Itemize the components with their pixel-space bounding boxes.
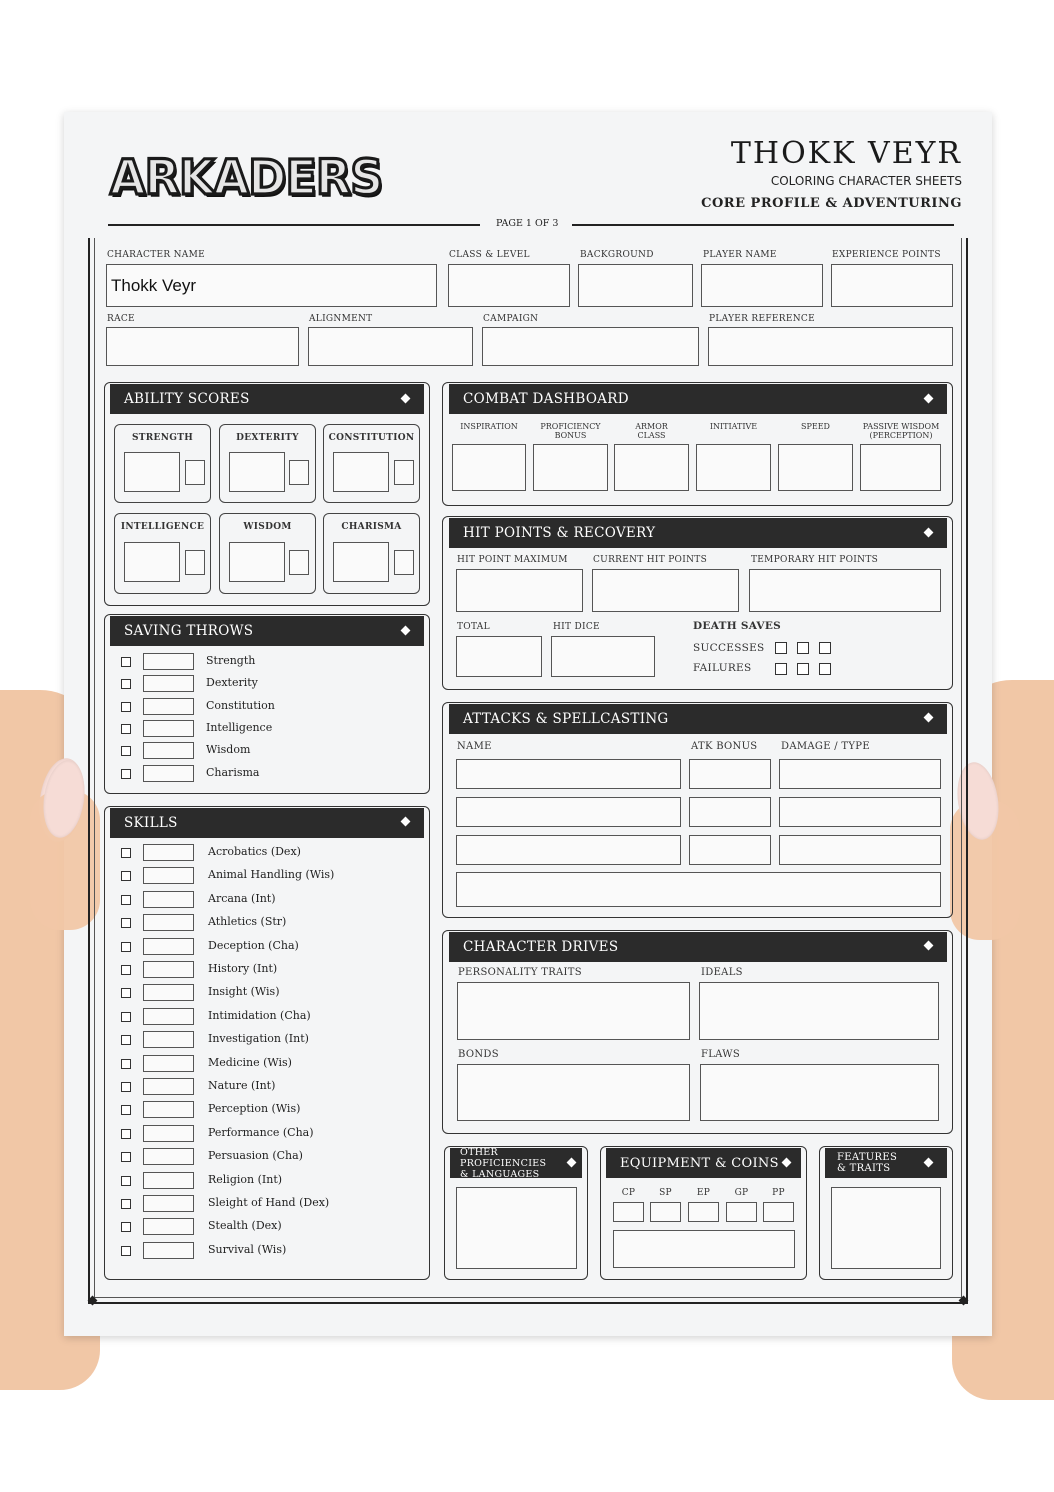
campaign-field[interactable] [482,327,699,366]
passive-wisdom-label [856,422,946,440]
personality-field[interactable] [457,982,690,1040]
ability-scores-header [110,384,424,414]
ability-label-intelligence: INTELLIGENCE [120,522,205,532]
character-name-label: CHARACTER NAME [107,250,205,260]
attack-1-bonus[interactable] [689,759,771,789]
equipment-field[interactable] [613,1230,795,1268]
header-rule-right [572,224,954,226]
skill-label: Investigation (Int) [208,1032,309,1046]
combat-title: COMBAT DASHBOARD [463,391,629,407]
attack-damage-label: DAMAGE / TYPE [781,741,870,752]
saving-throw-value[interactable] [143,698,194,715]
passive-wisdom-field[interactable] [860,444,941,491]
inspiration-label: INSPIRATION [460,422,518,431]
equipment-header [606,1148,801,1178]
arkaders-logo: ARKADERS [110,148,383,206]
player-name-field[interactable] [701,264,823,307]
class-level-field[interactable] [448,264,570,307]
skill-label: Perception (Wis) [208,1102,301,1116]
ability-label-dexterity: DEXTERITY [236,433,299,443]
skill-value[interactable] [143,1101,194,1118]
skill-label: History (Int) [208,962,278,975]
skill-label: Sleight of Hand (Dex) [208,1196,330,1209]
attack-1-damage[interactable] [779,759,941,789]
armor-label [614,422,689,440]
hit-dice-field[interactable] [551,636,655,677]
saving-throw-label: Intelligence [206,720,273,734]
skill-prof-check[interactable] [121,1105,131,1115]
saving-throw-label: Wisdom [206,743,251,757]
attack-name-label: NAME [457,741,492,752]
skill-label: Nature (Int) [208,1079,276,1092]
skills-title: SKILLS [124,815,178,831]
passive-label-2: (PERCEPTION) [869,431,933,440]
saving-throw-value[interactable] [143,765,194,782]
initiative-field[interactable] [696,444,771,491]
ability-scores-title: ABILITY SCORES [124,391,250,407]
attack-3-bonus[interactable] [689,835,771,865]
skill-label: Survival (Wis) [208,1242,287,1256]
equipment-title: EQUIPMENT & COINS [620,1155,779,1171]
skill-label: Arcana (Int) [208,891,276,905]
skill-label: Intimidation (Cha) [208,1008,311,1022]
skill-prof-check[interactable] [121,1176,131,1186]
skill-value[interactable] [143,1148,194,1165]
other-proficiencies-header [450,1148,582,1178]
attack-3-damage[interactable] [779,835,941,865]
dexterity-score[interactable] [229,452,285,492]
skill-prof-check[interactable] [121,1246,131,1256]
ideals-field[interactable] [699,982,939,1040]
alignment-field[interactable] [308,327,473,366]
failure-check-1[interactable] [775,663,787,675]
drives-title: CHARACTER DRIVES [463,939,619,955]
skill-prof-check[interactable] [121,1035,131,1045]
success-check-3[interactable] [819,642,831,654]
header-rule-left [108,224,480,226]
coin-field-gp[interactable] [726,1202,757,1222]
skill-value[interactable] [143,984,194,1001]
attacks-header [449,704,947,734]
saving-throw-label: Strength [206,654,256,667]
skill-label: Persuasion (Cha) [208,1149,303,1163]
saving-throw-value[interactable] [143,720,194,737]
wisdom-mod[interactable] [289,550,309,575]
skill-value[interactable] [143,844,194,861]
skill-prof-check[interactable] [121,965,131,975]
saving-throws-header [110,616,424,646]
saving-throw-value[interactable] [143,653,194,670]
proficiency-field[interactable] [533,444,608,491]
saving-throws-title: SAVING THROWS [124,623,254,639]
speed-label: SPEED [801,422,830,431]
attack-2-damage[interactable] [779,797,941,827]
page-number: PAGE 1 OF 3 [496,218,559,229]
section-title: CORE PROFILE & ADVENTURING [701,196,962,211]
flaws-label: FLAWS [701,1049,741,1060]
saving-throw-prof-check[interactable] [121,657,131,667]
player-reference-field[interactable] [708,327,953,366]
race-field[interactable] [106,327,299,366]
features-title-2: & TRAITS [837,1163,891,1174]
dexterity-mod[interactable] [289,460,309,485]
saving-throw-prof-check[interactable] [121,746,131,756]
coin-field-ep[interactable] [688,1202,719,1222]
background-label: BACKGROUND [580,250,654,260]
hp-header [449,518,947,548]
skill-prof-check[interactable] [121,1152,131,1162]
failures-label: FAILURES [693,662,752,674]
proficiency-label-2: BONUS [554,431,587,440]
other-proficiencies-title [460,1147,582,1180]
armor-label-2: CLASS [637,431,666,440]
inspiration-field[interactable] [452,444,526,491]
coin-field-cp[interactable] [613,1202,644,1222]
strength-score[interactable] [124,452,180,492]
saving-throw-label: Constitution [206,698,275,712]
features-title [837,1152,897,1174]
skill-prof-check[interactable] [121,1129,131,1139]
skill-prof-check[interactable] [121,1222,131,1232]
skill-value[interactable] [143,1218,194,1235]
proficiency-label [533,422,608,440]
failure-check-2[interactable] [797,663,809,675]
saving-throw-value[interactable] [143,742,194,759]
saving-throw-prof-check[interactable] [121,679,131,689]
hp-max-field[interactable] [456,569,583,612]
skills-header [110,808,424,838]
failure-check-3[interactable] [819,663,831,675]
charisma-mod[interactable] [394,550,414,575]
skill-prof-check[interactable] [121,1199,131,1209]
coin-label-gp: GP [734,1188,749,1198]
skill-value[interactable] [143,914,194,931]
skill-value[interactable] [143,1008,194,1025]
attack-2-name[interactable] [456,797,681,827]
proficiency-label-1: PROFICIENCY [540,422,601,431]
hp-max-label: HIT POINT MAXIMUM [457,555,568,565]
drives-header [449,932,947,962]
skill-value[interactable] [143,938,194,955]
other-title-2: & LANGUAGES [460,1168,540,1180]
skill-label: Medicine (Wis) [208,1055,292,1069]
personality-label: PERSONALITY TRAITS [458,967,582,978]
skill-value[interactable] [143,867,194,884]
saving-throw-value[interactable] [143,675,194,692]
character-title: THOKK VEYR [730,136,962,171]
ability-label-wisdom: WISDOM [243,522,292,532]
xp-label: EXPERIENCE POINTS [832,250,941,260]
saving-throw-label: Charisma [206,765,260,779]
coin-field-sp[interactable] [650,1202,681,1222]
strength-mod[interactable] [185,460,205,485]
ability-label-constitution: CONSTITUTION [328,433,415,443]
skill-label: Religion (Int) [208,1172,283,1186]
skill-value[interactable] [143,1055,194,1072]
race-label: RACE [107,314,135,324]
wisdom-score[interactable] [229,542,285,582]
class-level-label: CLASS & LEVEL [449,250,530,260]
combat-header [449,384,947,414]
hp-current-field[interactable] [592,569,739,612]
skill-label: Deception (Cha) [208,938,299,952]
skill-prof-check[interactable] [121,848,131,858]
hp-current-label: CURRENT HIT POINTS [593,555,708,565]
skill-value[interactable] [143,961,194,978]
initiative-label: INITIATIVE [709,422,758,431]
features-field[interactable] [831,1187,941,1269]
coin-field-pp[interactable] [763,1202,794,1222]
hp-title: HIT POINTS & RECOVERY [463,525,656,541]
hit-dice-label: HIT DICE [553,622,600,632]
intelligence-score[interactable] [124,542,180,582]
skill-value[interactable] [143,1031,194,1048]
bonds-field[interactable] [457,1064,690,1121]
saving-throw-prof-check[interactable] [121,702,131,712]
skill-prof-check[interactable] [121,1082,131,1092]
skill-prof-check[interactable] [121,1059,131,1069]
character-name-field[interactable] [106,264,437,307]
character-name-value: Thokk Veyr [111,276,197,295]
skill-prof-check[interactable] [121,871,131,881]
attack-2-bonus[interactable] [689,797,771,827]
hp-total-field[interactable] [456,636,542,677]
skill-prof-check[interactable] [121,895,131,905]
skill-label: Athletics (Str) [208,915,287,929]
skill-value[interactable] [143,891,194,908]
flaws-field[interactable] [700,1064,939,1121]
skill-value[interactable] [143,1172,194,1189]
subtitle: COLORING CHARACTER SHEETS [770,174,962,188]
coin-label-cp: CP [621,1188,636,1198]
success-check-1[interactable] [775,642,787,654]
constitution-score[interactable] [333,452,389,492]
charisma-score[interactable] [333,542,389,582]
saving-throw-prof-check[interactable] [121,724,131,734]
features-title-1: FEATURES [837,1152,898,1163]
skill-label: Performance (Cha) [208,1125,314,1139]
hp-total-label: TOTAL [457,622,490,632]
speed-field[interactable] [778,444,853,491]
player-name-label: PLAYER NAME [703,250,777,260]
skill-prof-check[interactable] [121,988,131,998]
alignment-label: ALIGNMENT [309,314,373,324]
hp-temp-label: TEMPORARY HIT POINTS [751,555,879,565]
attacks-title: ATTACKS & SPELLCASTING [463,711,669,727]
success-check-2[interactable] [797,642,809,654]
attack-bonus-label: ATK BONUS [691,741,758,752]
armor-class-field[interactable] [614,444,689,491]
skill-prof-check[interactable] [121,918,131,928]
skill-label: Animal Handling (Wis) [208,868,335,882]
attack-notes[interactable] [456,872,941,907]
intelligence-mod[interactable] [185,550,205,575]
bonds-label: BONDS [458,1049,499,1060]
campaign-label: CAMPAIGN [483,314,539,324]
player-reference-label: PLAYER REFERENCE [709,314,815,324]
other-title-1: OTHER PROFICIENCIES [460,1146,547,1169]
xp-field[interactable] [831,264,953,307]
saving-throw-prof-check[interactable] [121,769,131,779]
skill-value[interactable] [143,1242,194,1259]
ability-label-charisma: CHARISMA [341,522,402,532]
skill-label: Stealth (Dex) [208,1219,282,1233]
armor-label-1: ARMOR [635,422,668,431]
death-saves-label: DEATH SAVES [693,620,782,632]
background-field[interactable] [578,264,693,307]
hp-temp-field[interactable] [749,569,941,612]
ability-label-strength: STRENGTH [131,433,194,443]
skill-label: Insight (Wis) [208,985,280,999]
coin-label-sp: SP [659,1188,672,1198]
successes-label: SUCCESSES [693,642,765,654]
skill-label: Acrobatics (Dex) [208,845,301,858]
skill-prof-check[interactable] [121,942,131,952]
skill-value[interactable] [143,1125,194,1142]
skill-value[interactable] [143,1078,194,1095]
skill-value[interactable] [143,1195,194,1212]
other-proficiencies-field[interactable] [456,1187,577,1269]
ideals-label: IDEALS [701,967,743,978]
skill-prof-check[interactable] [121,1012,131,1022]
constitution-mod[interactable] [394,460,414,485]
attack-3-name[interactable] [456,835,681,865]
saving-throw-label: Dexterity [206,676,258,690]
passive-label-1: PASSIVE WISDOM [862,422,940,431]
coin-label-ep: EP [696,1188,711,1198]
attack-1-name[interactable] [456,759,681,789]
coin-label-pp: PP [772,1188,785,1198]
